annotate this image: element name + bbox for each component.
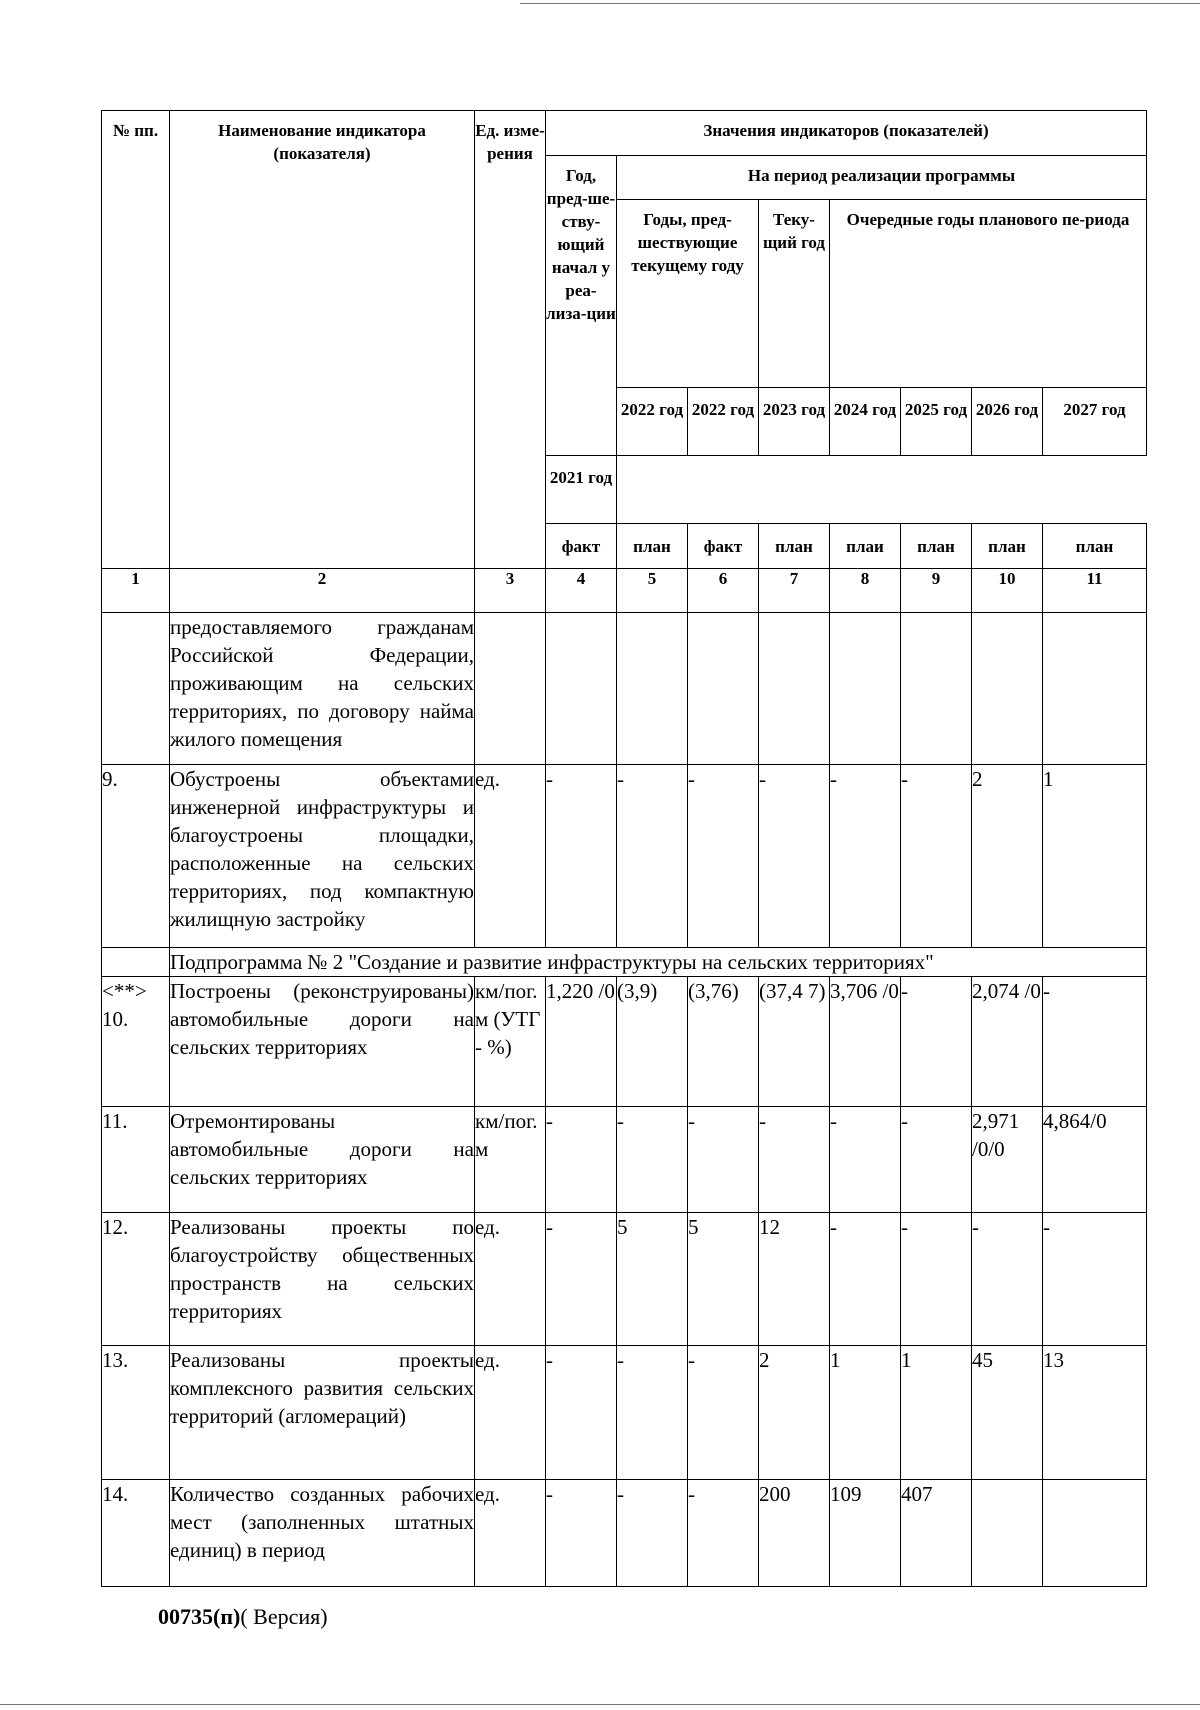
col-name-header: Наименование индикатора (показателя) bbox=[170, 111, 475, 569]
indicator-name: Реализованы проекты комплексного развития сельских территорий (агломераций) bbox=[170, 1346, 475, 1480]
value-cell: 407 bbox=[901, 1480, 972, 1587]
col-number: 4 bbox=[546, 569, 617, 613]
row-number: 9. bbox=[102, 765, 170, 948]
indicator-name: предоставляемого гражданам Российской Федерации, проживающим на сельских территориях, по договору найма жилого помещения bbox=[170, 613, 475, 765]
value-cell bbox=[617, 613, 688, 765]
year-header: 2026 год bbox=[972, 388, 1043, 456]
unit-cell: ед. bbox=[475, 1213, 546, 1346]
row-number bbox=[102, 613, 170, 765]
row-number: <**> 10. bbox=[102, 977, 170, 1107]
col-number: 3 bbox=[475, 569, 546, 613]
unit-cell: км/пог. м (УТГ - %) bbox=[475, 977, 546, 1107]
kind-header: план bbox=[901, 524, 972, 569]
value-cell: 3,706 /0 bbox=[830, 977, 901, 1107]
value-cell bbox=[1043, 613, 1147, 765]
col-number: 9 bbox=[901, 569, 972, 613]
year-header: 2022 год bbox=[617, 388, 688, 456]
year-header: 2023 год bbox=[759, 388, 830, 456]
value-cell: - bbox=[688, 1346, 759, 1480]
value-cell bbox=[901, 613, 972, 765]
value-cell: 4,864/0 bbox=[1043, 1107, 1147, 1213]
unit-cell: ед. bbox=[475, 765, 546, 948]
value-cell: - bbox=[688, 1107, 759, 1213]
kind-header: плаи bbox=[830, 524, 901, 569]
indicator-name: Отремонтированы автомобильные дороги на сельских территориях bbox=[170, 1107, 475, 1213]
row-number: 12. bbox=[102, 1213, 170, 1346]
value-cell: - bbox=[759, 765, 830, 948]
value-cell bbox=[972, 1480, 1043, 1587]
value-cell: - bbox=[901, 1107, 972, 1213]
value-cell: - bbox=[617, 765, 688, 948]
kind-header: план bbox=[972, 524, 1043, 569]
bottom-rule bbox=[0, 1704, 1200, 1705]
value-cell: 109 bbox=[830, 1480, 901, 1587]
prev-year-header: Год, пред-ше-ству-ющий начал у реа-лиза-ции bbox=[546, 156, 617, 456]
kind-header: план bbox=[1043, 524, 1147, 569]
col-number: 7 bbox=[759, 569, 830, 613]
col-unit-header: Ед. изме-рения bbox=[475, 111, 546, 569]
col-number: 6 bbox=[688, 569, 759, 613]
value-cell: - bbox=[617, 1107, 688, 1213]
value-cell: - bbox=[546, 1480, 617, 1587]
value-cell: 12 bbox=[759, 1213, 830, 1346]
col-number: 10 bbox=[972, 569, 1043, 613]
value-cell: 2 bbox=[759, 1346, 830, 1480]
subprogram-row bbox=[102, 948, 1147, 977]
value-cell: - bbox=[830, 1107, 901, 1213]
value-cell: - bbox=[617, 1346, 688, 1480]
values-group-header: Значения индикаторов (показателей) bbox=[546, 111, 1147, 156]
year-header: 2027 год bbox=[1043, 388, 1147, 456]
year-header: 2025 год bbox=[901, 388, 972, 456]
document-code: 00735(п) bbox=[158, 1604, 241, 1629]
value-cell: - bbox=[546, 765, 617, 948]
value-cell: - bbox=[546, 1346, 617, 1480]
value-cell: 200 bbox=[759, 1480, 830, 1587]
value-cell bbox=[759, 613, 830, 765]
value-cell: - bbox=[972, 1213, 1043, 1346]
value-cell: - bbox=[901, 977, 972, 1107]
value-cell: 13 bbox=[1043, 1346, 1147, 1480]
year-header: 2021 год bbox=[546, 456, 617, 524]
col-number: 5 bbox=[617, 569, 688, 613]
value-cell bbox=[972, 613, 1043, 765]
col-num-header: № пп. bbox=[102, 111, 170, 569]
unit-cell: км/пог. м bbox=[475, 1107, 546, 1213]
subprogram-title: Подпрограмма № 2 "Создание и развитие инфраструктуры на сельских территориях" bbox=[170, 948, 1147, 977]
value-cell bbox=[1043, 1480, 1147, 1587]
row-number: 13. bbox=[102, 1346, 170, 1480]
value-cell: 1 bbox=[1043, 765, 1147, 948]
value-cell: 5 bbox=[617, 1213, 688, 1346]
table-row bbox=[102, 765, 1147, 948]
value-cell: 1 bbox=[901, 1346, 972, 1480]
value-cell: - bbox=[1043, 1213, 1147, 1346]
col-number: 8 bbox=[830, 569, 901, 613]
value-cell: - bbox=[546, 1107, 617, 1213]
table-row bbox=[102, 613, 1147, 765]
value-cell: 2,074 /0 bbox=[972, 977, 1043, 1107]
col-number: 11 bbox=[1043, 569, 1147, 613]
column-numbers-row bbox=[102, 569, 1147, 613]
col-number: 2 bbox=[170, 569, 475, 613]
indicator-name: Реализованы проекты по благоустройству общественных пространств на сельских территориях bbox=[170, 1213, 475, 1346]
table-row bbox=[102, 1213, 1147, 1346]
row-number: 14. bbox=[102, 1480, 170, 1587]
value-cell: (3,9) bbox=[617, 977, 688, 1107]
value-cell: - bbox=[901, 765, 972, 948]
col-number: 1 bbox=[102, 569, 170, 613]
value-cell: 1,220 /0 bbox=[546, 977, 617, 1107]
unit-cell: ед. bbox=[475, 1480, 546, 1587]
unit-cell bbox=[475, 613, 546, 765]
value-cell: - bbox=[759, 1107, 830, 1213]
kind-header: план bbox=[617, 524, 688, 569]
indicator-name: Построены (реконструированы) автомобильные дороги на сельских территориях bbox=[170, 977, 475, 1107]
top-rule bbox=[520, 3, 1200, 4]
kind-header: факт bbox=[546, 524, 617, 569]
unit-cell: ед. bbox=[475, 1346, 546, 1480]
value-cell: - bbox=[688, 765, 759, 948]
row-number: 11. bbox=[102, 1107, 170, 1213]
indicators-table bbox=[101, 110, 1147, 1587]
value-cell: 1 bbox=[830, 1346, 901, 1480]
value-cell bbox=[546, 613, 617, 765]
table-row bbox=[102, 1107, 1147, 1213]
value-cell: 5 bbox=[688, 1213, 759, 1346]
kind-header: факт bbox=[688, 524, 759, 569]
value-cell: - bbox=[1043, 977, 1147, 1107]
indicator-name: Обустроены объектами инженерной инфраструктуры и благоустроены площадки, расположенные на сельских территориях, под компактную жилищную застройку bbox=[170, 765, 475, 948]
value-cell: - bbox=[830, 1213, 901, 1346]
value-cell bbox=[688, 613, 759, 765]
year-header: 2022 год bbox=[688, 388, 759, 456]
prev-years-header: Годы, пред-шествующие текущему году bbox=[617, 200, 759, 388]
document-footer bbox=[158, 1604, 328, 1630]
period-group-header: На период реализации программы bbox=[617, 156, 1147, 200]
table-row bbox=[102, 977, 1147, 1107]
year-header: 2024 год bbox=[830, 388, 901, 456]
value-cell: - bbox=[546, 1213, 617, 1346]
subprogram-num-cell bbox=[102, 948, 170, 977]
value-cell: (3,76) bbox=[688, 977, 759, 1107]
next-years-header: Очередные годы планового пе-риода bbox=[830, 200, 1147, 388]
table-row bbox=[102, 1346, 1147, 1480]
value-cell: 45 bbox=[972, 1346, 1043, 1480]
value-cell: - bbox=[830, 765, 901, 948]
value-cell: (37,4 7) bbox=[759, 977, 830, 1107]
value-cell: - bbox=[617, 1480, 688, 1587]
value-cell: 2 bbox=[972, 765, 1043, 948]
value-cell bbox=[830, 613, 901, 765]
table-row bbox=[102, 1480, 1147, 1587]
value-cell: - bbox=[688, 1480, 759, 1587]
kind-header: план bbox=[759, 524, 830, 569]
document-version: ( Версия) bbox=[240, 1604, 328, 1629]
indicator-name: Количество созданных рабочих мест (заполненных штатных единиц) в период bbox=[170, 1480, 475, 1587]
value-cell: - bbox=[901, 1213, 972, 1346]
value-cell: 2,971 /0/0 bbox=[972, 1107, 1043, 1213]
current-year-header: Теку-щий год bbox=[759, 200, 830, 388]
